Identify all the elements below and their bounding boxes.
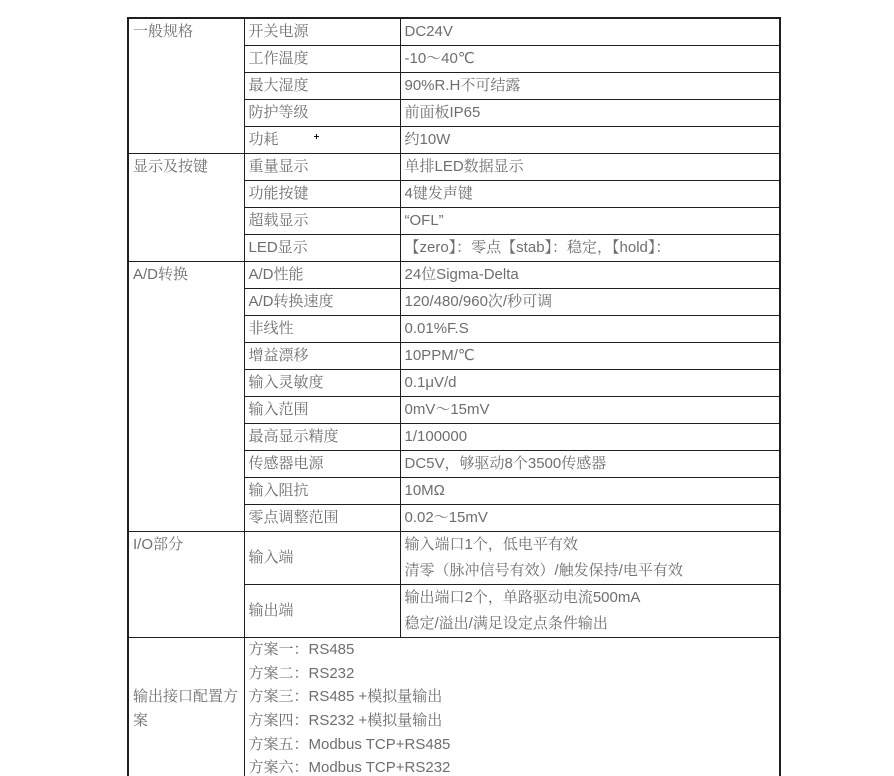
- table-row: [128, 532, 780, 585]
- spec-value: DC24V: [400, 18, 780, 46]
- spec-param: 超载显示: [244, 208, 400, 235]
- spec-value: 单排LED数据显示: [400, 154, 780, 181]
- spec-param: 输出端: [244, 585, 400, 638]
- option-item: 方案六：Modbus TCP+RS232: [248, 759, 451, 776]
- option-item: 方案五：Modbus TCP+RS485: [248, 735, 451, 753]
- output-interface-options: [244, 638, 780, 776]
- option-item: 方案一：RS485: [248, 641, 355, 659]
- spec-param: 输入灵敏度: [244, 370, 400, 397]
- spec-value: 1/100000: [400, 424, 780, 451]
- spec-value: DC5V，够驱动8个3500传感器: [400, 451, 780, 478]
- spec-value: -10～40℃: [400, 46, 780, 73]
- spec-param: 开关电源: [244, 18, 400, 46]
- spec-value-line: 稳定/溢出/满足设定点条件输出: [404, 615, 608, 632]
- table-row: [128, 154, 780, 181]
- spec-value: 0mV～15mV: [400, 397, 780, 424]
- spec-param: 工作温度: [244, 46, 400, 73]
- section-category-io: I/O部分: [128, 532, 244, 638]
- spec-value: 90%R.H不可结露: [400, 73, 780, 100]
- spec-value: 10PPM/℃: [400, 343, 780, 370]
- spec-value: 约10W: [400, 127, 780, 154]
- spec-value: 10MΩ: [400, 478, 780, 505]
- spec-param: 增益漂移: [244, 343, 400, 370]
- spec-value: 0.01%F.S: [400, 316, 780, 343]
- spec-param: 传感器电源: [244, 451, 400, 478]
- spec-value: 4键发声键: [400, 181, 780, 208]
- specification-table: [127, 17, 781, 776]
- spec-param: 功耗: [244, 127, 400, 154]
- stray-plus-mark: [314, 134, 319, 139]
- spec-value: “OFL”: [400, 208, 780, 235]
- spec-param: 输入阻抗: [244, 478, 400, 505]
- spec-value-line: 输入端口1个，低电平有效: [404, 536, 578, 553]
- section-category-general: 一般规格: [128, 18, 244, 154]
- table-row: [128, 262, 780, 289]
- spec-param: A/D性能: [244, 262, 400, 289]
- spec-value: 前面板IP65: [400, 100, 780, 127]
- spec-value: 0.1μV/d: [400, 370, 780, 397]
- spec-param: 重量显示: [244, 154, 400, 181]
- section-category-ad-conversion: A/D转换: [128, 262, 244, 532]
- spec-value-line: 清零（脉冲信号有效）/触发保持/电平有效: [404, 562, 683, 579]
- spec-param: 输入范围: [244, 397, 400, 424]
- section-category-display-keys: 显示及按键: [128, 154, 244, 262]
- spec-param: A/D转换速度: [244, 289, 400, 316]
- spec-param: 输入端: [244, 532, 400, 585]
- table-row: [128, 18, 780, 46]
- spec-param: 功能按键: [244, 181, 400, 208]
- option-item: 方案四：RS232 +模拟量输出: [248, 712, 443, 729]
- spec-value: 120/480/960次/秒可调: [400, 289, 780, 316]
- spec-value-line: 输出端口2个，单路驱动电流500mA: [404, 589, 641, 606]
- spec-param: 最大湿度: [244, 73, 400, 100]
- spec-value: [400, 585, 780, 638]
- spec-param: 零点调整范围: [244, 505, 400, 532]
- section-category-output-interface: 输出接口配置方案: [128, 638, 244, 776]
- spec-param: 最高显示精度: [244, 424, 400, 451]
- option-item: 方案二：RS232: [248, 664, 355, 682]
- spec-value: 【zero】：零点【stab】：稳定，【hold】：: [400, 235, 780, 262]
- spec-param: 防护等级: [244, 100, 400, 127]
- spec-value: [400, 532, 780, 585]
- spec-param: 非线性: [244, 316, 400, 343]
- option-item: 方案三：RS485 +模拟量输出: [248, 688, 443, 706]
- spec-value: 0.02～15mV: [400, 505, 780, 532]
- table-row: [128, 638, 780, 776]
- spec-value: 24位Sigma-Delta: [400, 262, 780, 289]
- spec-param: LED显示: [244, 235, 400, 262]
